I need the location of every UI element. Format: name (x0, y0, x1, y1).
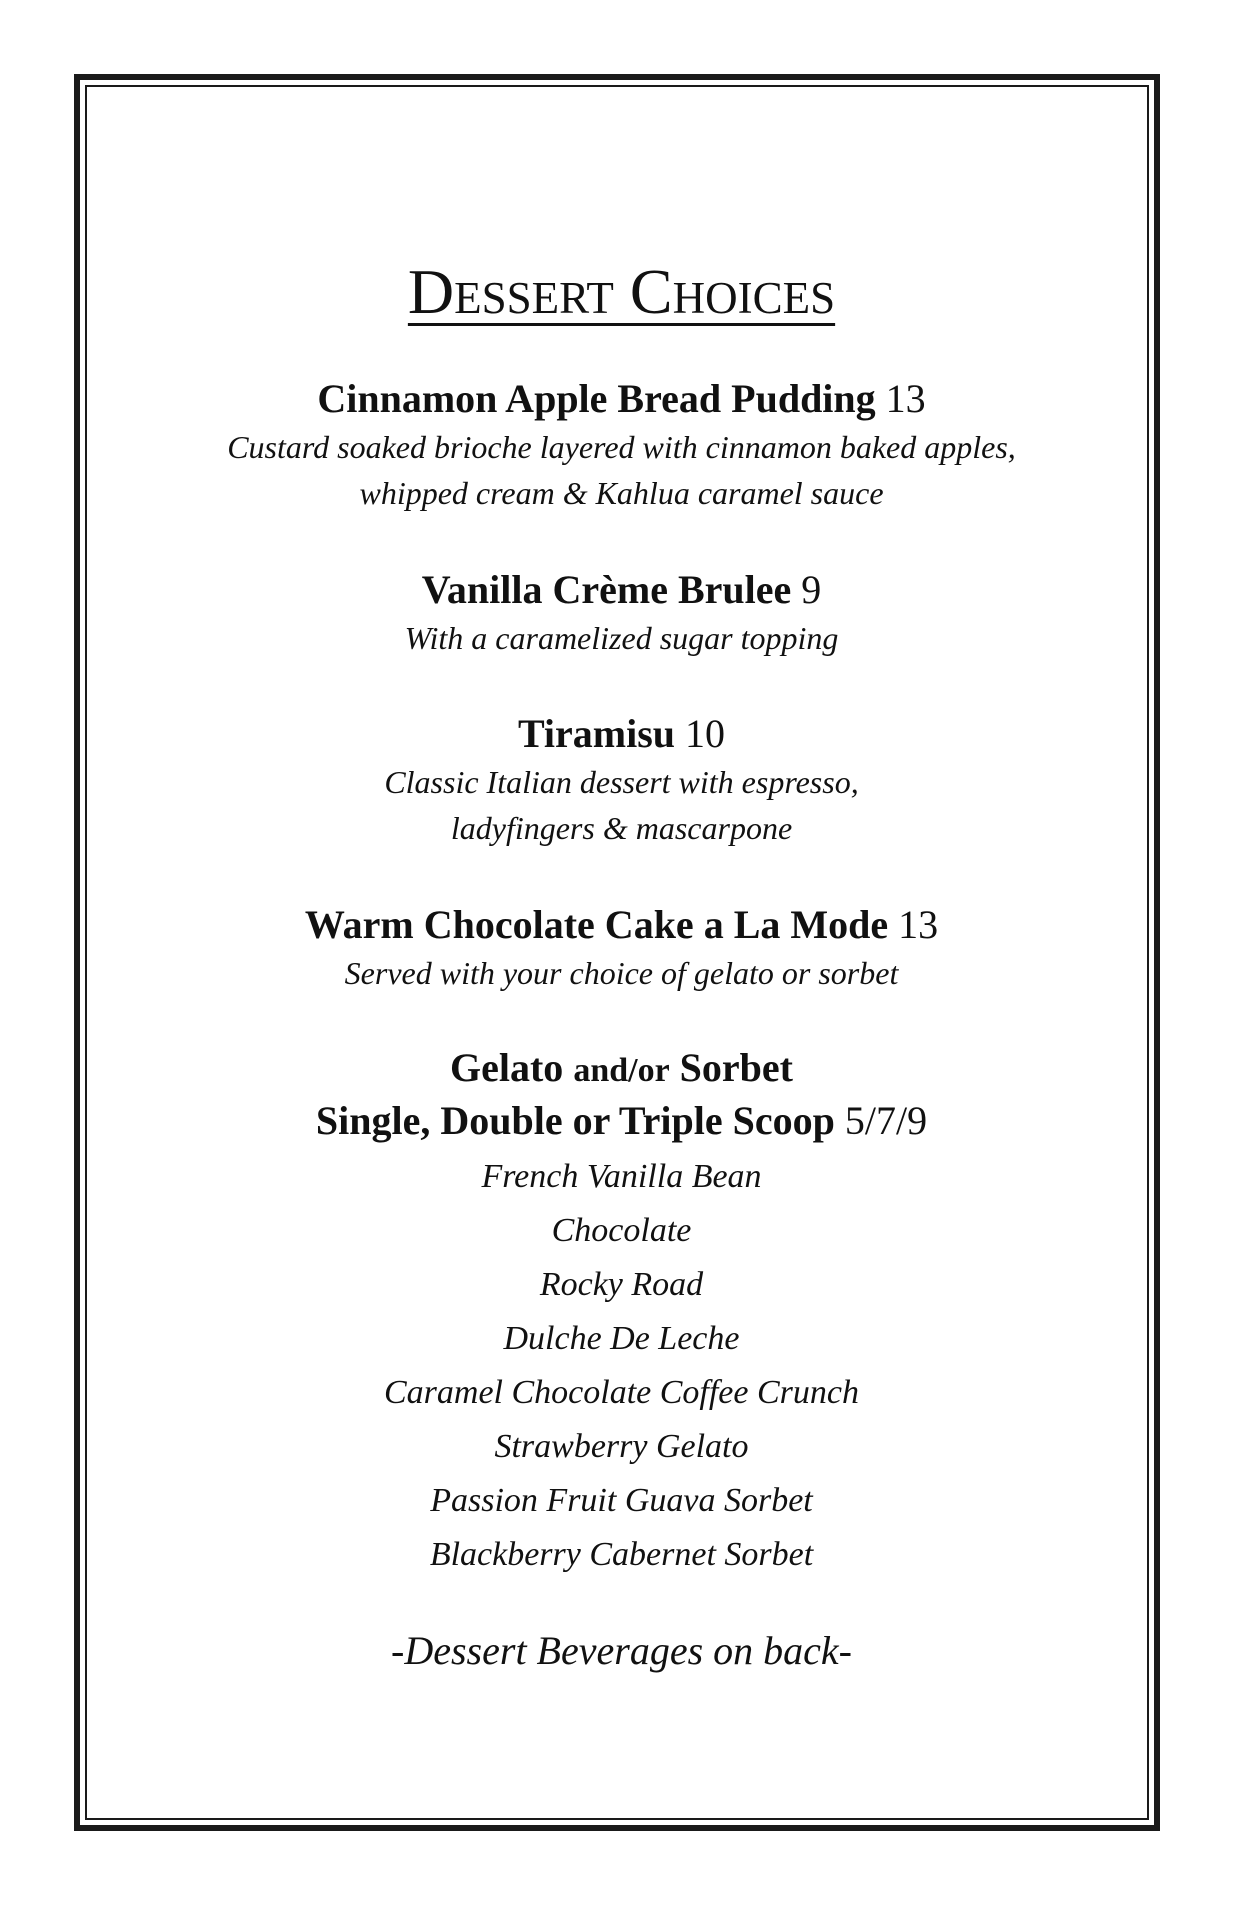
menu-item-tiramisu (0, 709, 1243, 851)
flavor-item: Rocky Road (539, 1266, 704, 1303)
gelato-section (0, 1043, 1243, 1582)
item-title (0, 374, 1243, 424)
item-price: 13 (885, 376, 926, 421)
page-title-text: Dessert Choices (407, 256, 836, 327)
item-name: Tiramisu (517, 711, 676, 756)
flavor-item: Chocolate (551, 1212, 692, 1249)
scoop-label: Single, Double or Triple Scoop (315, 1098, 835, 1143)
gelato-heading (0, 1043, 1243, 1096)
flavor-item: Passion Fruit Guava Sorbet (430, 1482, 813, 1519)
item-description-line: With a caramelized sugar topping (404, 620, 839, 656)
item-price: 9 (801, 567, 822, 612)
item-name: Cinnamon Apple Bread Pudding (317, 376, 876, 421)
gelato-heading-part: Gelato (450, 1045, 564, 1090)
flavor-item: Blackberry Cabernet Sorbet (429, 1536, 814, 1573)
gelato-heading-part: and/or (573, 1052, 670, 1089)
page-title (0, 252, 1243, 332)
scoop-price: 5/7/9 (844, 1098, 928, 1143)
item-name: Warm Chocolate Cake a La Mode (304, 902, 889, 947)
menu-item-chocolate-cake (0, 900, 1243, 996)
item-price: 10 (685, 711, 726, 756)
item-description-line: Served with your choice of gelato or sorbet (344, 955, 899, 991)
item-description-line: Classic Italian dessert with espresso, (384, 764, 859, 800)
item-description-line: ladyfingers & mascarpone (450, 810, 793, 846)
menu-item-creme-brulee (0, 565, 1243, 661)
item-title (0, 565, 1243, 615)
item-title (0, 900, 1243, 950)
flavor-item: Caramel Chocolate Coffee Crunch (383, 1374, 859, 1411)
flavor-item: Dulche De Leche (503, 1320, 740, 1357)
flavor-item: Strawberry Gelato (494, 1428, 749, 1465)
menu-item-bread-pudding (0, 374, 1243, 516)
item-title (0, 709, 1243, 759)
item-price: 13 (898, 902, 939, 947)
gelato-heading-part: Sorbet (679, 1045, 793, 1090)
item-description-line: Custard soaked brioche layered with cinnamon baked apples, (227, 429, 1016, 465)
item-description-line: whipped cream & Kahlua caramel sauce (359, 475, 884, 511)
item-name: Vanilla Crème Brulee (421, 567, 792, 612)
flavor-item: French Vanilla Bean (481, 1158, 762, 1195)
scoop-line (0, 1096, 1243, 1146)
footer-note: -Dessert Beverages on back- (391, 1628, 852, 1673)
